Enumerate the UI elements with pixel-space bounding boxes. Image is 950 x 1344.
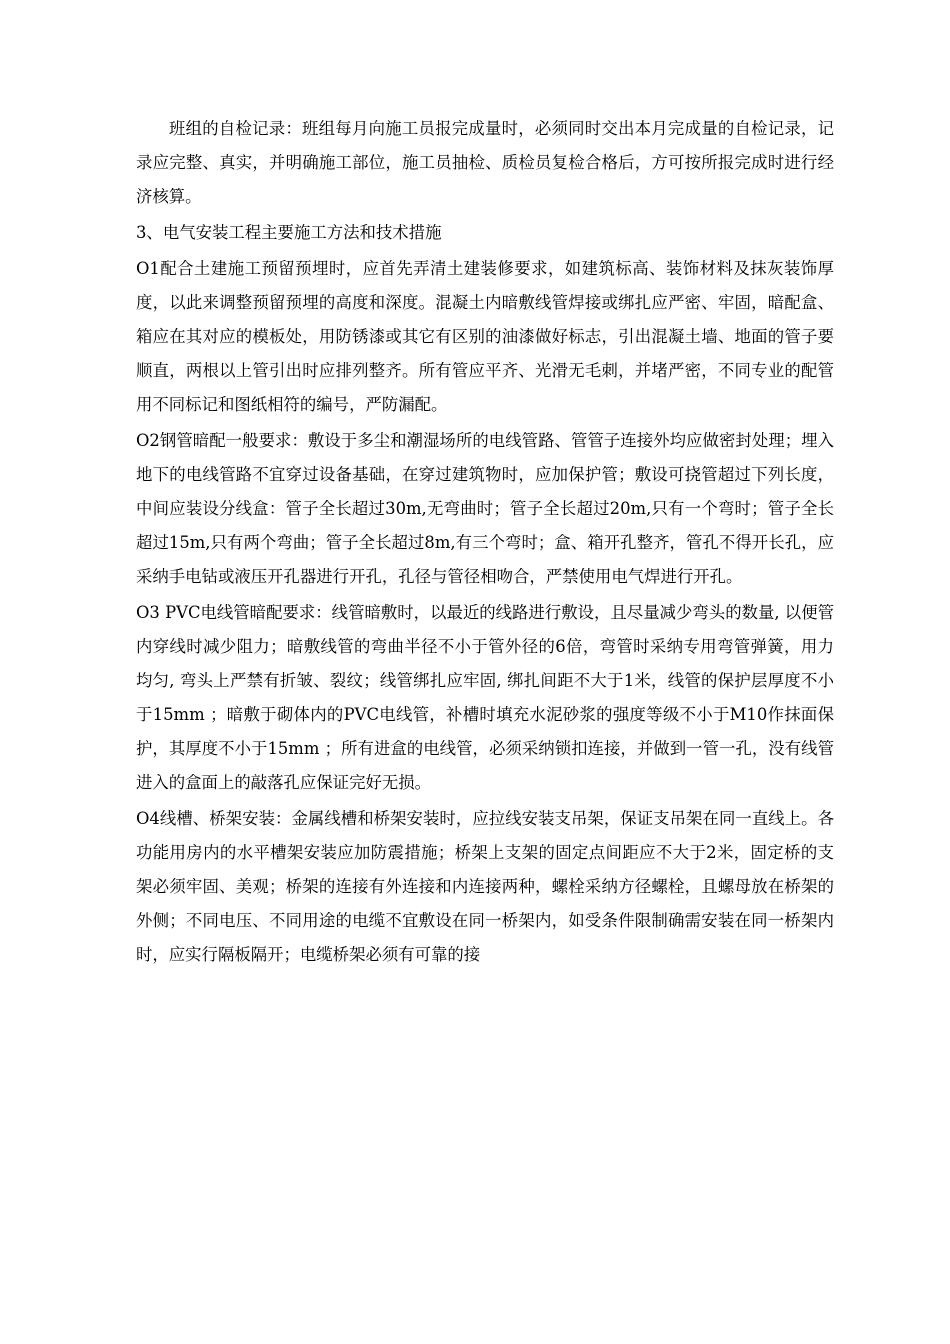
paragraph-o3-pvc-conduit: O3 PVC电线管暗配要求：线管暗敷时，以最近的线路进行敷设，且尽量减少弯头的数量, 以便管内穿线时减少阻力；暗敷线管的弯曲半径不小于管外径的6倍，弯管时采纳专用弯管弹簧，用力均匀, 弯头上严禁有折皱、裂纹；线管绑扎应牢固, 绑扎间距不大于1米，线管的保护层厚度不小于15mm ；暗敷于砌体内的PVC电线管，补槽时填充水泥砂浆的强度等级不小于M10作抹面保护，其厚度不小于15mm ；所有进盒的电线管，必须采纳锁扣连接，并做到一管一孔，没有线管进入的盒面上的敲落孔应保证完好无损。 xyxy=(136,603,834,792)
paragraph-o1-preembedding: O1配合土建施工预留预埋时，应首先弄清土建装修要求，如建筑标高、装饰材料及抹灰装饰厚度，以此来调整预留预埋的高度和深度。混凝土内暗敷线管焊接或绑扎应严密、牢固，暗配盒、箱应在其对应的模板处，用防锈漆或其它有区别的油漆做好标志，引出混凝土墙、地面的管子要顺直，两根以上管引出时应排列整齐。所有管应平齐、光滑无毛刺，并堵严密，不同专业的配管用不同标记和图纸相符的编号，严防漏配。 xyxy=(136,259,834,414)
document-page xyxy=(136,112,834,974)
paragraph-self-inspection: 班组的自检记录：班组每月向施工员报完成量时，必须同时交出本月完成量的自检记录，记录应完整、真实，并明确施工部位，施工员抽检、质检员复检合格后，方可按所报完成时进行经济核算。 xyxy=(136,119,834,206)
section-heading: 3、电气安装工程主要施工方法和技术措施 xyxy=(136,223,442,242)
paragraph-o4-cable-tray: O4线槽、桥架安装：金属线槽和桥架安装时，应拉线安装支吊架，保证支吊架在同一直线上。各功能用房内的水平槽架安装应加防震措施；桥架上支架的固定点间距应不大于2米，固定桥的支架必须牢固、美观；桥架的连接有外连接和内连接两种，螺栓采纳方径螺栓，且螺母放在桥架的外侧；不同电压、不同用途的电缆不宜敷设在同一桥架内，如受条件限制确需安装在同一桥架内时，应实行隔板隔开；电缆桥架必须有可靠的接 xyxy=(136,809,834,964)
paragraph-o2-steel-conduit: O2钢管暗配一般要求：敷设于多尘和潮湿场所的电线管路、管管子连接外均应做密封处理；埋入地下的电线管路不宜穿过设备基础，在穿过建筑物时，应加保护管；敷设可挠管超过下列长度，中间应装设分线盒：管子全长超过30m,无弯曲时；管子全长超过20m,只有一个弯时；管子全长超过15m,只有两个弯曲；管子全长超过8m,有三个弯时；盒、箱开孔整齐，管孔不得开长孔，应采纳手电钻或液压开孔器进行开孔，孔径与管径相吻合，严禁使用电气焊进行开孔。 xyxy=(136,431,834,586)
